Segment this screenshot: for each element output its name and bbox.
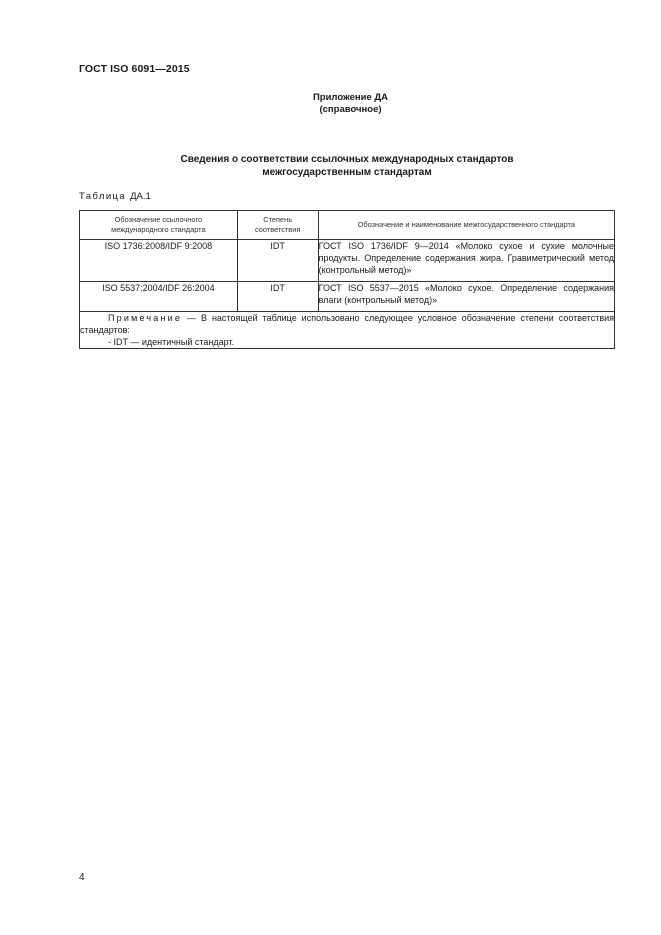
note-item: - IDT — идентичный стандарт. bbox=[108, 337, 235, 347]
note-label: Примечание bbox=[108, 313, 183, 323]
header-description: Обозначение и наименование межгосударственного стандарта bbox=[318, 211, 614, 240]
cell-description: ГОСТ ISO 1736/IDF 9—2014 «Молоко сухое и сухие молочные продукты. Определение содержания жира. Гравиметрический метод (контрольный метод)» bbox=[318, 240, 614, 282]
appendix-heading bbox=[0, 92, 661, 116]
header-degree-line1: Степень bbox=[263, 215, 293, 224]
document-code: ГОСТ ISO 6091—2015 bbox=[79, 63, 190, 75]
correspondence-table bbox=[79, 210, 615, 349]
page-number: 4 bbox=[79, 872, 85, 883]
table-caption bbox=[79, 191, 151, 202]
header-ref-line2: международного стандарта bbox=[111, 225, 206, 234]
table-caption-number: ДА.1 bbox=[130, 191, 151, 202]
appendix-title: Приложение ДА bbox=[312, 92, 389, 103]
section-title-line2: межгосударственным стандартам bbox=[262, 167, 432, 178]
note-paragraph bbox=[80, 312, 614, 336]
table-row bbox=[80, 282, 615, 312]
section-title bbox=[79, 153, 615, 179]
table-note bbox=[80, 312, 615, 349]
section-title-line1: Сведения о соответствии ссылочных международных стандартов bbox=[180, 154, 514, 165]
cell-degree: IDT bbox=[237, 240, 318, 282]
table-row bbox=[80, 240, 615, 282]
header-degree bbox=[237, 211, 318, 240]
cell-ref-standard: ISO 1736:2008/IDF 9:2008 bbox=[80, 240, 238, 282]
cell-description: ГОСТ ISO 5537—2015 «Молоко сухое. Определение содержания влаги (контрольный метод)» bbox=[318, 282, 614, 312]
table-caption-label: Таблица bbox=[79, 191, 127, 202]
cell-ref-standard: ISO 5537:2004/IDF 26:2004 bbox=[80, 282, 238, 312]
table-note-row bbox=[80, 312, 615, 349]
table-header-row bbox=[80, 211, 615, 240]
appendix-subtitle: (справочное) bbox=[319, 104, 382, 115]
header-ref-standard bbox=[80, 211, 238, 240]
cell-degree: IDT bbox=[237, 282, 318, 312]
header-ref-line1: Обозначение ссылочного bbox=[114, 215, 203, 224]
note-text: — В настоящей таблице использовано следующее условное обозначение степени соответствия стандартов: bbox=[80, 313, 614, 335]
header-degree-line2: соответствия bbox=[254, 225, 301, 234]
